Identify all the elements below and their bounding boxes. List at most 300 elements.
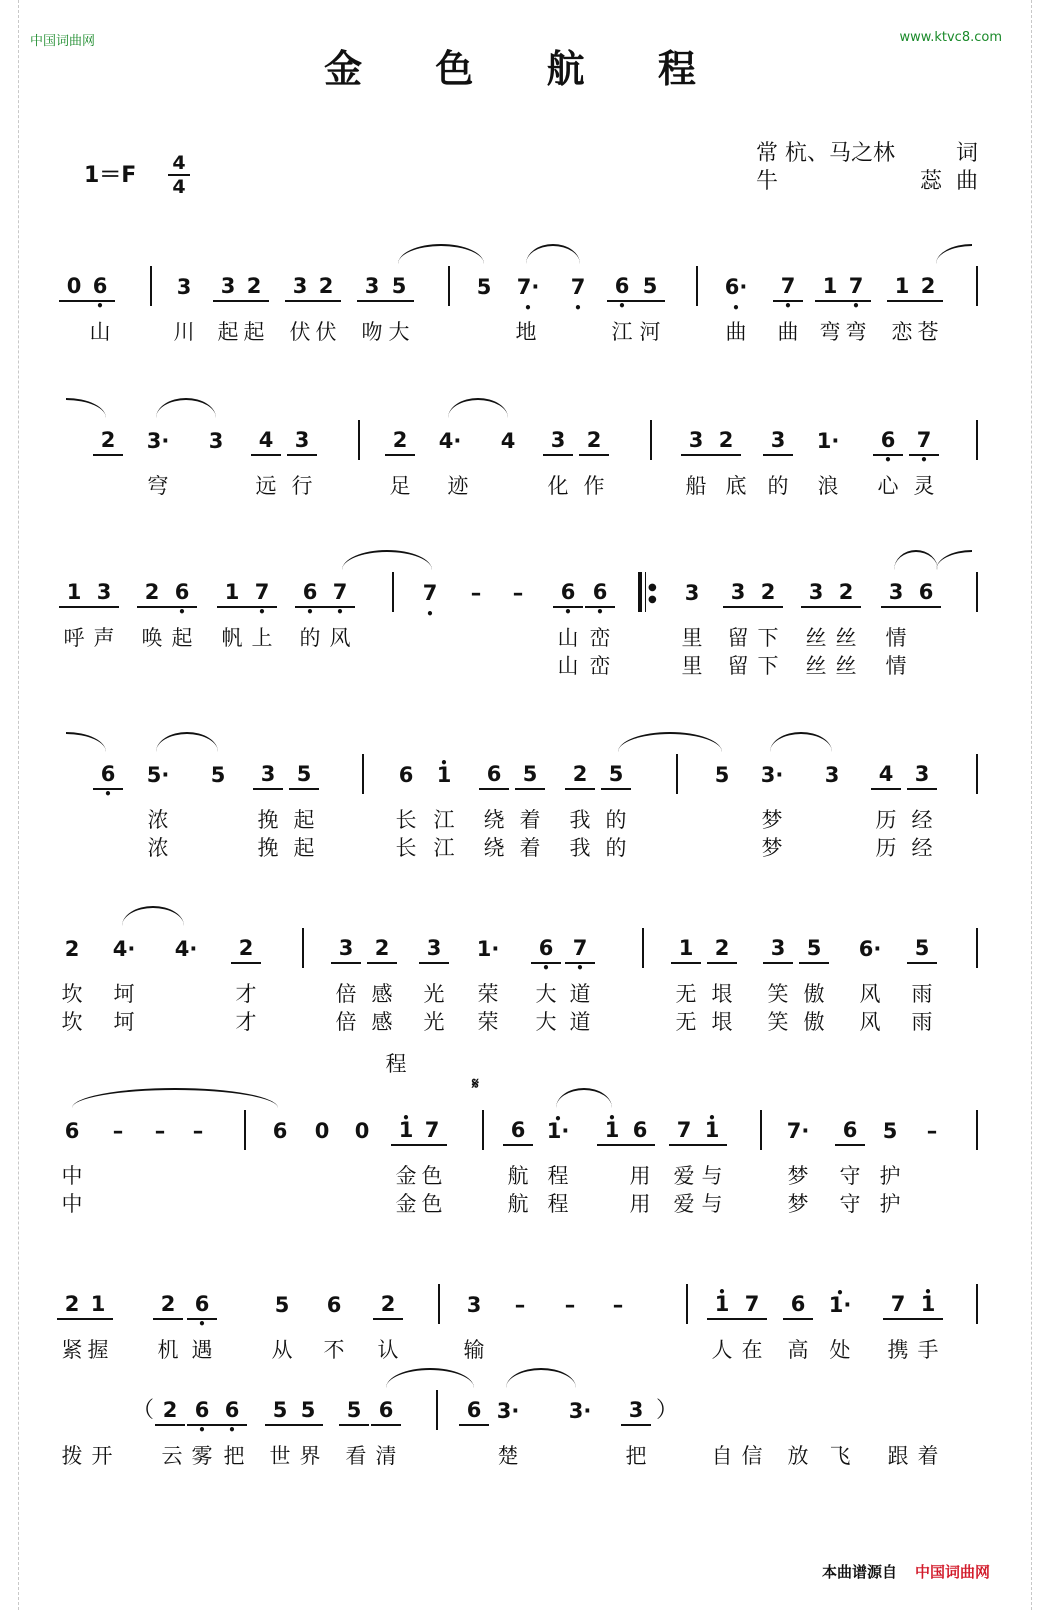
lyric: 起 [293, 808, 315, 832]
lyric: 在 [741, 1338, 763, 1362]
note: 2 [239, 272, 269, 302]
barline [302, 928, 304, 968]
lyric: 弯 [845, 320, 867, 344]
note: 2 [707, 934, 737, 964]
slur [72, 1088, 278, 1108]
lyric: 界 [299, 1444, 321, 1468]
lyric: 把 [625, 1444, 647, 1468]
note: 1· [816, 429, 840, 453]
lyric: 雾 [191, 1444, 213, 1468]
barline [482, 1110, 484, 1150]
note: 5 [907, 934, 937, 964]
lyric: 看 [345, 1444, 367, 1468]
barline [976, 420, 978, 460]
barline [976, 1110, 978, 1150]
note: 6 • [553, 578, 583, 608]
note: 5· [146, 763, 170, 787]
lyricist-label: 词 [955, 141, 978, 166]
note: 6 [479, 760, 509, 790]
lyric: 光 [423, 982, 445, 1006]
note: 3 [331, 934, 361, 964]
note: • 1 [391, 1116, 421, 1146]
lyric-verse2: 爱 [673, 1192, 695, 1216]
lyric: 中 [61, 1164, 83, 1188]
lyric: 认 [377, 1338, 399, 1362]
slur [66, 732, 106, 752]
score-system-6 [56, 1074, 986, 1256]
barline [976, 754, 978, 794]
lyric: 浪 [817, 474, 839, 498]
lyric: 与 [701, 1164, 723, 1188]
lyric: 把 [223, 1444, 245, 1468]
note: 2 [711, 426, 741, 456]
note: 1· [476, 937, 500, 961]
note: 1 [671, 934, 701, 964]
lyric: 起 [171, 626, 193, 650]
note: 6 • [607, 272, 637, 302]
lyric: 处 [829, 1338, 851, 1362]
slur [398, 244, 484, 264]
lyric-verse2: 才 [235, 1010, 257, 1034]
note: 3 [681, 426, 711, 456]
lyric-verse2: 长 [395, 836, 417, 860]
note: 6 [503, 1116, 533, 1146]
barline [244, 1110, 246, 1150]
repeat-start-barline: ● ● [638, 572, 652, 612]
lyric: 程 [547, 1164, 569, 1188]
lyric: 楚 [497, 1444, 519, 1468]
score-system-4 [56, 760, 986, 900]
barline [760, 1110, 762, 1150]
note: 1 [83, 1290, 113, 1320]
lyric: 苍 [917, 320, 939, 344]
lyric-verse2: 道 [569, 1010, 591, 1034]
barline [976, 928, 978, 968]
lyric: 底 [725, 474, 747, 498]
lyric: 道 [569, 982, 591, 1006]
lyric: 飞 [829, 1444, 851, 1468]
barline [362, 754, 364, 794]
lyric-verse2: 经 [911, 836, 933, 860]
composer-label: 曲 [955, 169, 978, 194]
lyric: 遇 [191, 1338, 213, 1362]
note: 2 [913, 272, 943, 302]
lyric: 声 [93, 626, 115, 650]
credits [756, 140, 978, 196]
lyric-verse2: 起 [293, 836, 315, 860]
note: 7 [417, 1116, 447, 1146]
note: – [470, 581, 482, 605]
lyric: 着 [917, 1444, 939, 1468]
note: 1 [217, 578, 247, 608]
lyric: 恋 [891, 320, 913, 344]
lyric: 足 [389, 474, 411, 498]
lyric: 曲 [725, 320, 747, 344]
segno-sign: 𝄋 [472, 1074, 479, 1093]
note: 3 [285, 272, 315, 302]
lyric: 心 [877, 474, 899, 498]
lyric-verse2: 历 [875, 836, 897, 860]
lyric: 跟 [887, 1444, 909, 1468]
lyric: 机 [157, 1338, 179, 1362]
note: – [926, 1119, 938, 1143]
lyric: 化 [547, 474, 569, 498]
lyric: 色 [421, 1164, 443, 1188]
note: 4· [438, 429, 462, 453]
lyric: 起 [217, 320, 239, 344]
lyric-verse2: 大 [535, 1010, 557, 1034]
lyric: 山 [557, 626, 579, 650]
note: 3 [357, 272, 387, 302]
lyric-verse2: 垠 [711, 1010, 733, 1034]
note: 5 [601, 760, 631, 790]
lyric: 帆 [221, 626, 243, 650]
lyric: 雨 [911, 982, 933, 1006]
lyric-verse2: 光 [423, 1010, 445, 1034]
barline [976, 572, 978, 612]
lyric: 的 [767, 474, 789, 498]
lyric: 垠 [711, 982, 733, 1006]
note: 6 • [585, 578, 615, 608]
note: 7 • [909, 426, 939, 456]
lyric: 丝 [835, 626, 857, 650]
slur [770, 732, 832, 752]
note: 2 [367, 934, 397, 964]
lyric: 浓 [147, 808, 169, 832]
site-name-left[interactable]: 中国词曲网 [30, 34, 96, 49]
lyric: 伏 [289, 320, 311, 344]
lyric: 无 [675, 982, 697, 1006]
slur [526, 244, 580, 264]
slur [122, 906, 184, 926]
lyric: 绕 [483, 808, 505, 832]
lyric: 唤 [141, 626, 163, 650]
barline [438, 1284, 440, 1324]
note: 6· [858, 937, 882, 961]
note: 2 [64, 937, 80, 961]
lyric: 穹 [147, 474, 169, 498]
note: 7 • [325, 578, 355, 608]
note: 6 [783, 1290, 813, 1320]
lyric-verse2: 无 [675, 1010, 697, 1034]
note: 3· [496, 1399, 520, 1423]
lyric: 伏 [315, 320, 337, 344]
note: 3 [881, 578, 911, 608]
lyric: 的 [605, 808, 627, 832]
note: 6 • [187, 1396, 217, 1426]
note: 2 [153, 1290, 183, 1320]
lyric: 大 [535, 982, 557, 1006]
note: 3 [176, 275, 192, 299]
lyric: 航 [507, 1164, 529, 1188]
lyric: 作 [583, 474, 605, 498]
lyric-verse2: 守 [839, 1192, 861, 1216]
lyric: 高 [787, 1338, 809, 1362]
lyric-verse2: 情 [885, 654, 907, 678]
lyric: 下 [757, 626, 779, 650]
lyric-verse2: 程 [547, 1192, 569, 1216]
lyric-extra: 程 [385, 1052, 407, 1076]
lyric: 输 [463, 1338, 485, 1362]
lyric-verse2: 挽 [257, 836, 279, 860]
lyric: 信 [741, 1444, 763, 1468]
lyric: 荣 [477, 982, 499, 1006]
lyric-verse2: 傲 [803, 1010, 825, 1034]
lyric: 吻 [361, 320, 383, 344]
lyric: 挽 [257, 808, 279, 832]
lyric: 经 [911, 808, 933, 832]
note: 6 [835, 1116, 865, 1146]
composer-surname: 牛 [756, 169, 779, 194]
note: 3· [568, 1399, 592, 1423]
note: 6 • [187, 1290, 217, 1320]
score-system-2 [56, 426, 986, 566]
lyric-verse2: 的 [605, 836, 627, 860]
lyric: 迹 [447, 474, 469, 498]
note: 4 [500, 429, 516, 453]
lyric: 携 [887, 1338, 909, 1362]
lyric: 我 [569, 808, 591, 832]
note: 6 • [85, 272, 115, 302]
lyric: 云 [161, 1444, 183, 1468]
note: 2 [565, 760, 595, 790]
note: 5 [339, 1396, 369, 1426]
note: 7 • [247, 578, 277, 608]
lyric: 丝 [805, 626, 827, 650]
barline [150, 266, 152, 306]
lyric: 爱 [673, 1164, 695, 1188]
note: 6 [459, 1396, 489, 1426]
note: 5 [293, 1396, 323, 1426]
lyric: 船 [685, 474, 707, 498]
lyric-verse2: 感 [371, 1010, 393, 1034]
note: 2 [137, 578, 167, 608]
lyric-verse2: 里 [681, 654, 703, 678]
lyric-verse2: 护 [879, 1192, 901, 1216]
site-url-right[interactable]: www.ktvc8.com [899, 30, 1002, 45]
note: 7 [883, 1290, 913, 1320]
note: 0 [59, 272, 89, 302]
lyric: 情 [885, 626, 907, 650]
note: 6 • [295, 578, 325, 608]
lyric: 行 [291, 474, 313, 498]
note: 4 [251, 426, 281, 456]
right-margin-strip [1031, 0, 1050, 1610]
barline [676, 754, 678, 794]
note: 6 [398, 763, 414, 787]
note: 5 [882, 1119, 898, 1143]
lyric: 紧 [61, 1338, 83, 1362]
lyric: 护 [879, 1164, 901, 1188]
note: 2 [385, 426, 415, 456]
composer-given-name: 蕊 [919, 169, 942, 194]
song-title: 金 色 航 程 [324, 46, 726, 91]
note: 1 [887, 272, 917, 302]
lyric: 灵 [913, 474, 935, 498]
note: 7 • [841, 272, 871, 302]
lyric: 不 [323, 1338, 345, 1362]
lyric: 守 [839, 1164, 861, 1188]
lyric: 傲 [803, 982, 825, 1006]
note: 3 [89, 578, 119, 608]
lyric: 川 [173, 320, 195, 344]
note: 3 [253, 760, 283, 790]
lyricists: 常 杭、马之林 [756, 141, 895, 166]
key-signature: 1＝F [84, 163, 137, 188]
note: • 1 [697, 1116, 727, 1146]
note: 2 [231, 934, 261, 964]
barline [392, 572, 394, 612]
lyric: 里 [681, 626, 703, 650]
lyric-verse2: 笑 [767, 1010, 789, 1034]
lyric-verse2: 我 [569, 836, 591, 860]
note: 5 [799, 934, 829, 964]
note: • 1 [913, 1290, 943, 1320]
note: 2 [155, 1396, 185, 1426]
note: 7 • [563, 272, 593, 302]
note: 2 [93, 426, 123, 456]
lyric-verse2: 留 [727, 654, 749, 678]
lyric: 江 [611, 320, 633, 344]
note: • 1· [825, 1290, 855, 1320]
note: 5 [289, 760, 319, 790]
lyric: 弯 [819, 320, 841, 344]
note: 6 [911, 578, 941, 608]
note: 0 [354, 1119, 370, 1143]
lyric: 江 [433, 808, 455, 832]
lyric-verse2: 山 [557, 654, 579, 678]
note: 5 [384, 272, 414, 302]
barline [642, 928, 644, 968]
lyric-verse2: 风 [859, 1010, 881, 1034]
note: 3 [684, 581, 700, 605]
note: 7 [737, 1290, 767, 1320]
note: – [192, 1119, 204, 1143]
note: 3 [723, 578, 753, 608]
note: 2 [57, 1290, 87, 1320]
lyric: 的 [299, 626, 321, 650]
note: 5 [265, 1396, 295, 1426]
lyric: 倍 [335, 982, 357, 1006]
note: 3· [146, 429, 170, 453]
note: – [512, 581, 524, 605]
lyric: 呼 [63, 626, 85, 650]
note: 3 [763, 934, 793, 964]
barline [976, 266, 978, 306]
lyric-verse2: 丝 [805, 654, 827, 678]
note: 6 [371, 1396, 401, 1426]
score-system-8 [56, 1396, 986, 1536]
lyric: 梦 [787, 1164, 809, 1188]
note: – [612, 1293, 624, 1317]
lyric: 坷 [113, 982, 135, 1006]
note: – [564, 1293, 576, 1317]
note: 3 [208, 429, 224, 453]
lyric-verse2: 梦 [761, 836, 783, 860]
time-signature [168, 153, 190, 197]
note: 6 [625, 1116, 655, 1146]
note: 3 [466, 1293, 482, 1317]
note: 1 [815, 272, 845, 302]
lyric: 从 [271, 1338, 293, 1362]
note: 3 [213, 272, 243, 302]
note: 4· [174, 937, 198, 961]
lyric-verse2: 用 [629, 1192, 651, 1216]
lyric: 开 [91, 1444, 113, 1468]
note: 7 • [773, 272, 803, 302]
lyric: 感 [371, 982, 393, 1006]
barline [650, 420, 652, 460]
note: 5 [274, 1293, 290, 1317]
lyric: 笑 [767, 982, 789, 1006]
note: 1 [59, 578, 89, 608]
lyric: 用 [629, 1164, 651, 1188]
note: 6 [272, 1119, 288, 1143]
lyric: 清 [375, 1444, 397, 1468]
note: 6 [64, 1119, 80, 1143]
note: 4· [112, 937, 136, 961]
lyric: 梦 [761, 808, 783, 832]
lyric-verse2: 梦 [787, 1192, 809, 1216]
barline [448, 266, 450, 306]
note: 7 [669, 1116, 699, 1146]
time-signature-top: 4 [172, 152, 186, 174]
lyric: 自 [711, 1444, 733, 1468]
note: 5 [515, 760, 545, 790]
lyric-verse2: 倍 [335, 1010, 357, 1034]
lyric: 远 [255, 474, 277, 498]
lyric: 握 [87, 1338, 109, 1362]
source-footer [822, 1561, 990, 1582]
lyric-verse2: 浓 [147, 836, 169, 860]
note: 2 [831, 578, 861, 608]
barline [358, 420, 360, 460]
lyric-verse2: 荣 [477, 1010, 499, 1034]
note: 6· • [721, 272, 751, 302]
note: • 1 [429, 760, 459, 790]
lyric-verse2: 中 [61, 1192, 83, 1216]
note: 3 [621, 1396, 651, 1426]
note: 2 [579, 426, 609, 456]
lyric: 大 [388, 320, 410, 344]
note: 5 [714, 763, 730, 787]
lyric-verse2: 下 [757, 654, 779, 678]
note: 3· [760, 763, 784, 787]
note: – [112, 1119, 124, 1143]
barline [436, 1390, 438, 1430]
note: 5 [635, 272, 665, 302]
note: 0 [314, 1119, 330, 1143]
note: 6 • [93, 760, 123, 790]
note: • 1 [707, 1290, 737, 1320]
lyric: 手 [917, 1338, 939, 1362]
note: 3 [824, 763, 840, 787]
note: 3 [907, 760, 937, 790]
score-system-5 [56, 934, 986, 1074]
lyric: 放 [787, 1444, 809, 1468]
slur [618, 732, 722, 752]
lyric: 坎 [61, 982, 83, 1006]
lyric: 留 [727, 626, 749, 650]
lyric: 历 [875, 808, 897, 832]
lyric: 风 [859, 982, 881, 1006]
barline [976, 1284, 978, 1324]
source-site-link[interactable]: 中国词曲网 [914, 1563, 990, 1581]
lyric: 拨 [61, 1444, 83, 1468]
note: 7· [786, 1119, 810, 1143]
lyric-verse2: 丝 [835, 654, 857, 678]
note: 5 [476, 275, 492, 299]
